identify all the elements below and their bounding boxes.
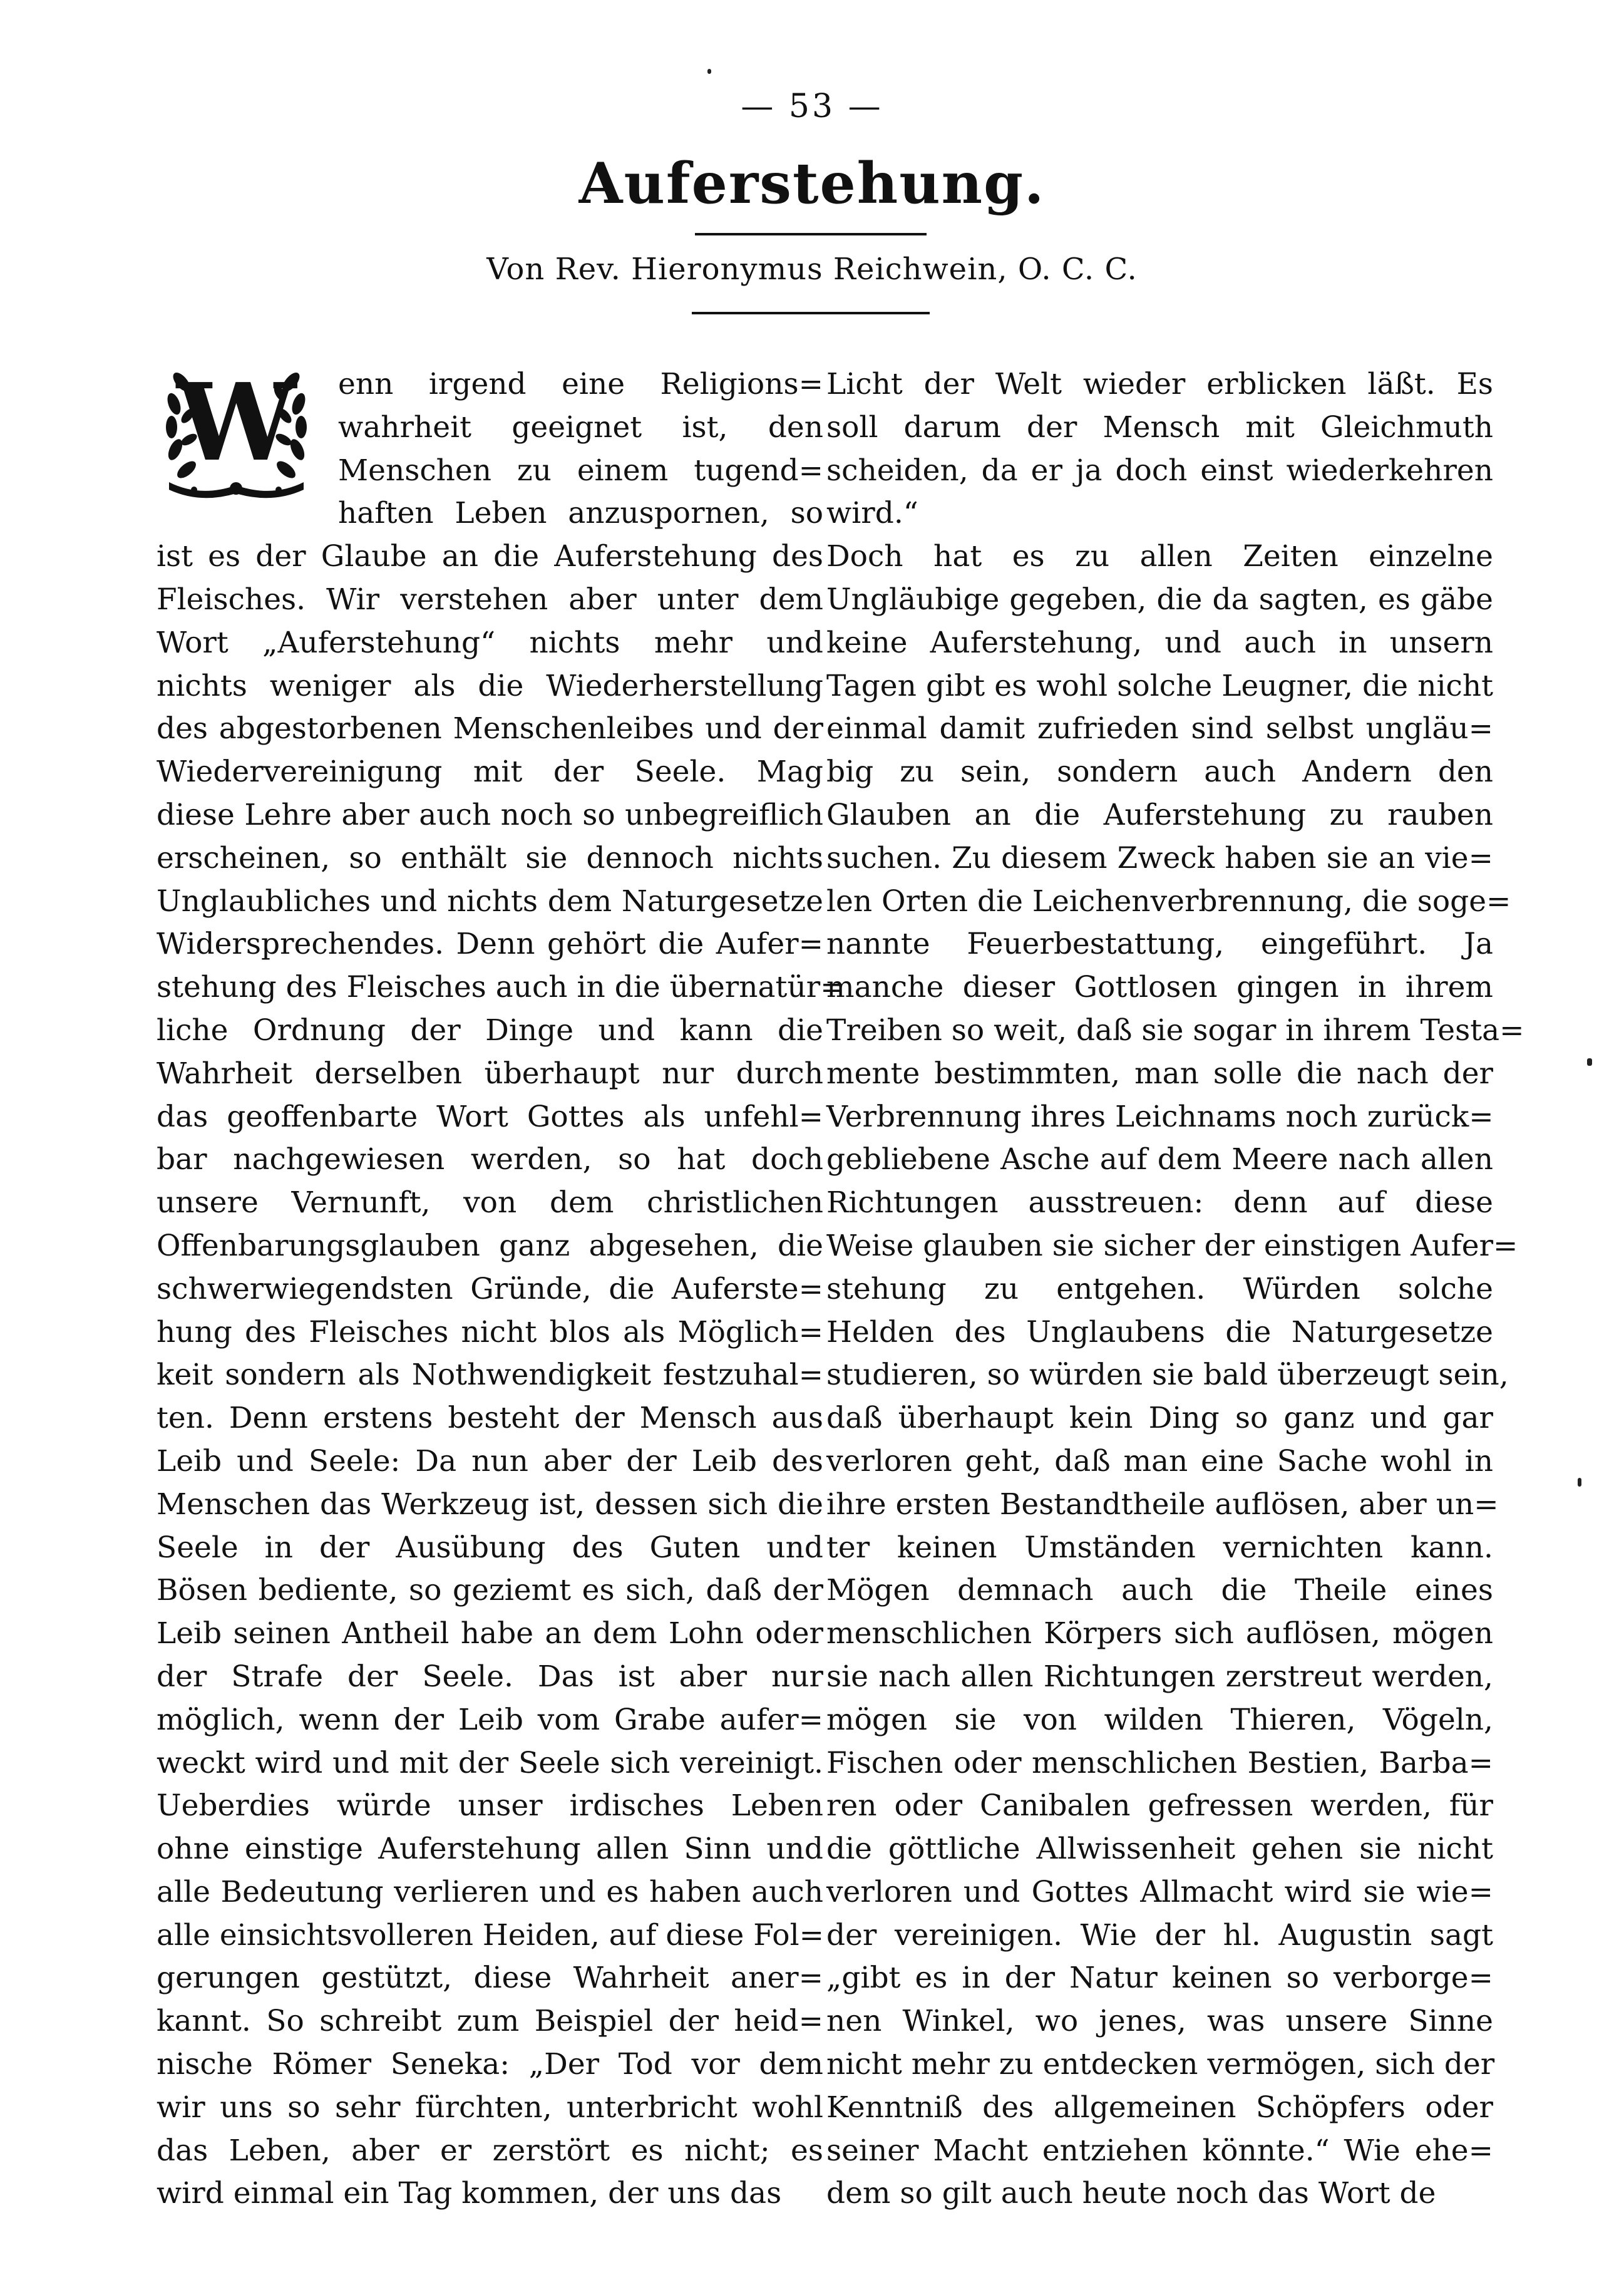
right-column-line: wird.“	[826, 496, 918, 531]
left-column-line: wird einmal ein Tag kommen, der uns das	[157, 2176, 782, 2211]
left-column-line: wir uns so sehr fürchten, unterbricht wohl	[157, 2090, 823, 2125]
right-column-line: dem so gilt auch heute noch das Wort de	[826, 2176, 1436, 2211]
left-column-line: alle Bedeutung verlieren und es haben auch	[157, 1874, 823, 1909]
right-column-line: ter keinen Umständen vernichten kann.	[826, 1530, 1493, 1565]
right-column-line: „gibt es in der Natur keinen so verborge=	[826, 1961, 1493, 1996]
right-column-line: len Orten die Leichenverbrennung, die soge=	[826, 884, 1511, 919]
right-column-line: mögen sie von wilden Thieren, Vögeln,	[826, 1702, 1493, 1737]
left-column-line: ist es der Glaube an die Auferstehung des	[157, 539, 823, 574]
left-column-line: das Leben, aber er zerstört es nicht; es	[157, 2133, 823, 2168]
left-column-line: haften Leben anzuspornen, so	[338, 496, 823, 531]
initial-letter: W	[177, 360, 296, 485]
right-column-line: Ungläubige gegeben, die da sagten, es gäbe	[826, 582, 1493, 617]
title-divider	[695, 233, 927, 235]
right-column-line: ihre ersten Bestandtheile auflösen, aber un=	[826, 1487, 1499, 1522]
print-speck	[1578, 1478, 1581, 1487]
left-column-line: Wahrheit derselben überhaupt nur durch	[157, 1056, 823, 1091]
right-column-line: seiner Macht entziehen könnte.“ Wie ehe=	[826, 2133, 1493, 2168]
print-speck	[707, 69, 711, 74]
left-column-line: diese Lehre aber auch noch so unbegreiflich	[157, 797, 823, 832]
left-column-line: Fleisches. Wir verstehen aber unter dem	[157, 582, 823, 617]
right-column-line: die göttliche Allwissenheit gehen sie nicht	[826, 1832, 1493, 1867]
byline-divider	[692, 312, 930, 314]
left-column-line: Wiedervereinigung mit der Seele. Mag	[157, 755, 823, 790]
left-column-line: Leib und Seele: Da nun aber der Leib des	[157, 1443, 823, 1478]
left-column-line: kannt. So schreibt zum Beispiel der heid=	[157, 2004, 823, 2039]
left-column-line: Menschen das Werkzeug ist, dessen sich die	[157, 1487, 823, 1522]
right-column-line: Helden des Unglaubens die Naturgesetze	[826, 1314, 1493, 1349]
right-column	[826, 363, 1524, 2216]
left-column-line: nische Römer Seneka: „Der Tod vor dem	[157, 2047, 823, 2082]
right-column-line: daß überhaupt kein Ding so ganz und gar	[826, 1401, 1493, 1436]
left-column-line: Ueberdies würde unser irdisches Leben	[157, 1788, 823, 1824]
right-column-line: Tagen gibt es wohl solche Leugner, die nicht	[826, 668, 1493, 703]
right-column-line: Doch hat es zu allen Zeiten einzelne	[826, 539, 1493, 574]
left-column-line: Widersprechendes. Denn gehört die Aufer=	[157, 927, 823, 962]
right-column-line: big zu sein, sondern auch Andern den	[826, 755, 1493, 790]
left-column-line: ten. Denn erstens besteht der Mensch aus	[157, 1401, 823, 1436]
right-column-line: Fischen oder menschlichen Bestien, Barba=	[826, 1745, 1493, 1780]
left-column-line: nichts weniger als die Wiederherstellung	[157, 668, 823, 703]
article-title: Auferstehung.	[578, 150, 1046, 217]
print-speck	[1587, 1058, 1592, 1066]
right-column-line: nicht mehr zu entdecken vermögen, sich der	[826, 2047, 1495, 2082]
left-column-line: erscheinen, so enthält sie dennoch nichts	[157, 840, 823, 875]
left-column-line: Leib seinen Antheil habe an dem Lohn oder	[157, 1616, 823, 1651]
right-column-line: der vereinigen. Wie der hl. Augustin sagt	[826, 1917, 1493, 1953]
left-column-line: schwerwiegendsten Gründe, die Auferste=	[157, 1271, 823, 1306]
left-column-line: der Strafe der Seele. Das ist aber nur	[157, 1659, 823, 1694]
left-column-line: wahrheit geeignet ist, den	[338, 410, 823, 445]
right-column-line: manche dieser Gottlosen gingen in ihrem	[826, 970, 1493, 1005]
right-column-line: gebliebene Asche auf dem Meere nach allen	[826, 1142, 1493, 1177]
right-column-line: suchen. Zu diesem Zweck haben sie an vie=	[826, 840, 1493, 875]
right-column-line: menschlichen Körpers sich auflösen, mögen	[826, 1616, 1493, 1651]
left-column-line: stehung des Fleisches auch in die übernatür=	[157, 970, 845, 1005]
left-column-line: Seele in der Ausübung des Guten und	[157, 1530, 823, 1565]
left-column-line: gerungen gestützt, diese Wahrheit aner=	[157, 1961, 823, 1996]
right-column-line: stehung zu entgehen. Würden solche	[826, 1271, 1493, 1306]
left-column-line: das geoffenbarte Wort Gottes als unfehl=	[157, 1099, 823, 1134]
right-column-line: soll darum der Mensch mit Gleichmuth	[826, 410, 1493, 445]
left-column-line: weckt wird und mit der Seele sich vereinigt.	[157, 1745, 823, 1780]
right-column-line: Glauben an die Auferstehung zu rauben	[826, 797, 1493, 832]
article-byline: Von Rev. Hieronymus Reichwein, O. C. C.	[486, 252, 1138, 287]
right-column-line: mente bestimmten, man solle die nach der	[826, 1056, 1493, 1091]
right-column-line: Verbrennung ihres Leichnams noch zurück=	[826, 1099, 1494, 1134]
left-column	[157, 363, 845, 2216]
left-column-line: Menschen zu einem tugend=	[338, 453, 823, 488]
left-column-line: hung des Fleisches nicht blos als Möglich=	[157, 1314, 823, 1349]
left-column-line: enn irgend eine Religions=	[338, 367, 823, 401]
right-column-line: nannte Feuerbestattung, eingeführt. Ja	[826, 927, 1493, 962]
right-column-line: Treiben so weit, daß sie sogar in ihrem Testa=	[826, 1013, 1524, 1048]
left-column-line: Offenbarungsglauben ganz abgesehen, die	[157, 1228, 823, 1263]
left-column-line: Wort „Auferstehung“ nichts mehr und	[157, 625, 823, 660]
right-column-line: sie nach allen Richtungen zerstreut werden,	[826, 1659, 1493, 1694]
right-column-line: einmal damit zufrieden sind selbst ungläu=	[826, 711, 1493, 746]
right-column-line: Mögen demnach auch die Theile eines	[826, 1573, 1493, 1608]
left-column-line: möglich, wenn der Leib vom Grabe aufer=	[157, 1702, 823, 1737]
right-column-line: verloren geht, daß man eine Sache wohl in	[826, 1443, 1493, 1478]
left-column-line: unsere Vernunft, von dem christlichen	[157, 1185, 823, 1220]
right-column-line: ren oder Canibalen gefressen werden, für	[826, 1788, 1493, 1824]
right-column-line: keine Auferstehung, und auch in unsern	[826, 625, 1493, 660]
left-column-line: keit sondern als Nothwendigkeit festzuhal=	[157, 1358, 823, 1393]
left-column-line: liche Ordnung der Dinge und kann die	[157, 1013, 823, 1048]
left-column-line: Bösen bediente, so geziemt es sich, daß der	[157, 1573, 823, 1608]
page-number: — 53 —	[741, 88, 883, 125]
right-column-line: studieren, so würden sie bald überzeugt sein,	[826, 1358, 1509, 1393]
right-column-line: nen Winkel, wo jenes, was unsere Sinne	[826, 2004, 1493, 2039]
left-column-line: alle einsichtsvolleren Heiden, auf diese Fol=	[157, 1917, 824, 1953]
right-column-line: Kenntniß des allgemeinen Schöpfers oder	[826, 2090, 1493, 2125]
right-column-line: scheiden, da er ja doch einst wiederkehren	[826, 453, 1493, 488]
left-column-line: des abgestorbenen Menschenleibes und der	[157, 711, 823, 746]
right-column-line: Licht der Welt wieder erblicken läßt. Es	[826, 367, 1493, 401]
right-column-line: verloren und Gottes Allmacht wird sie wie=	[826, 1874, 1493, 1909]
left-column-line: bar nachgewiesen werden, so hat doch	[157, 1142, 823, 1177]
right-column-line: Richtungen ausstreuen: denn auf diese	[826, 1185, 1493, 1220]
right-column-line: Weise glauben sie sicher der einstigen Aufer=	[826, 1228, 1518, 1263]
left-column-line: ohne einstige Auferstehung allen Sinn und	[157, 1832, 823, 1867]
left-column-line: Unglaubliches und nichts dem Naturgesetze	[157, 884, 823, 919]
